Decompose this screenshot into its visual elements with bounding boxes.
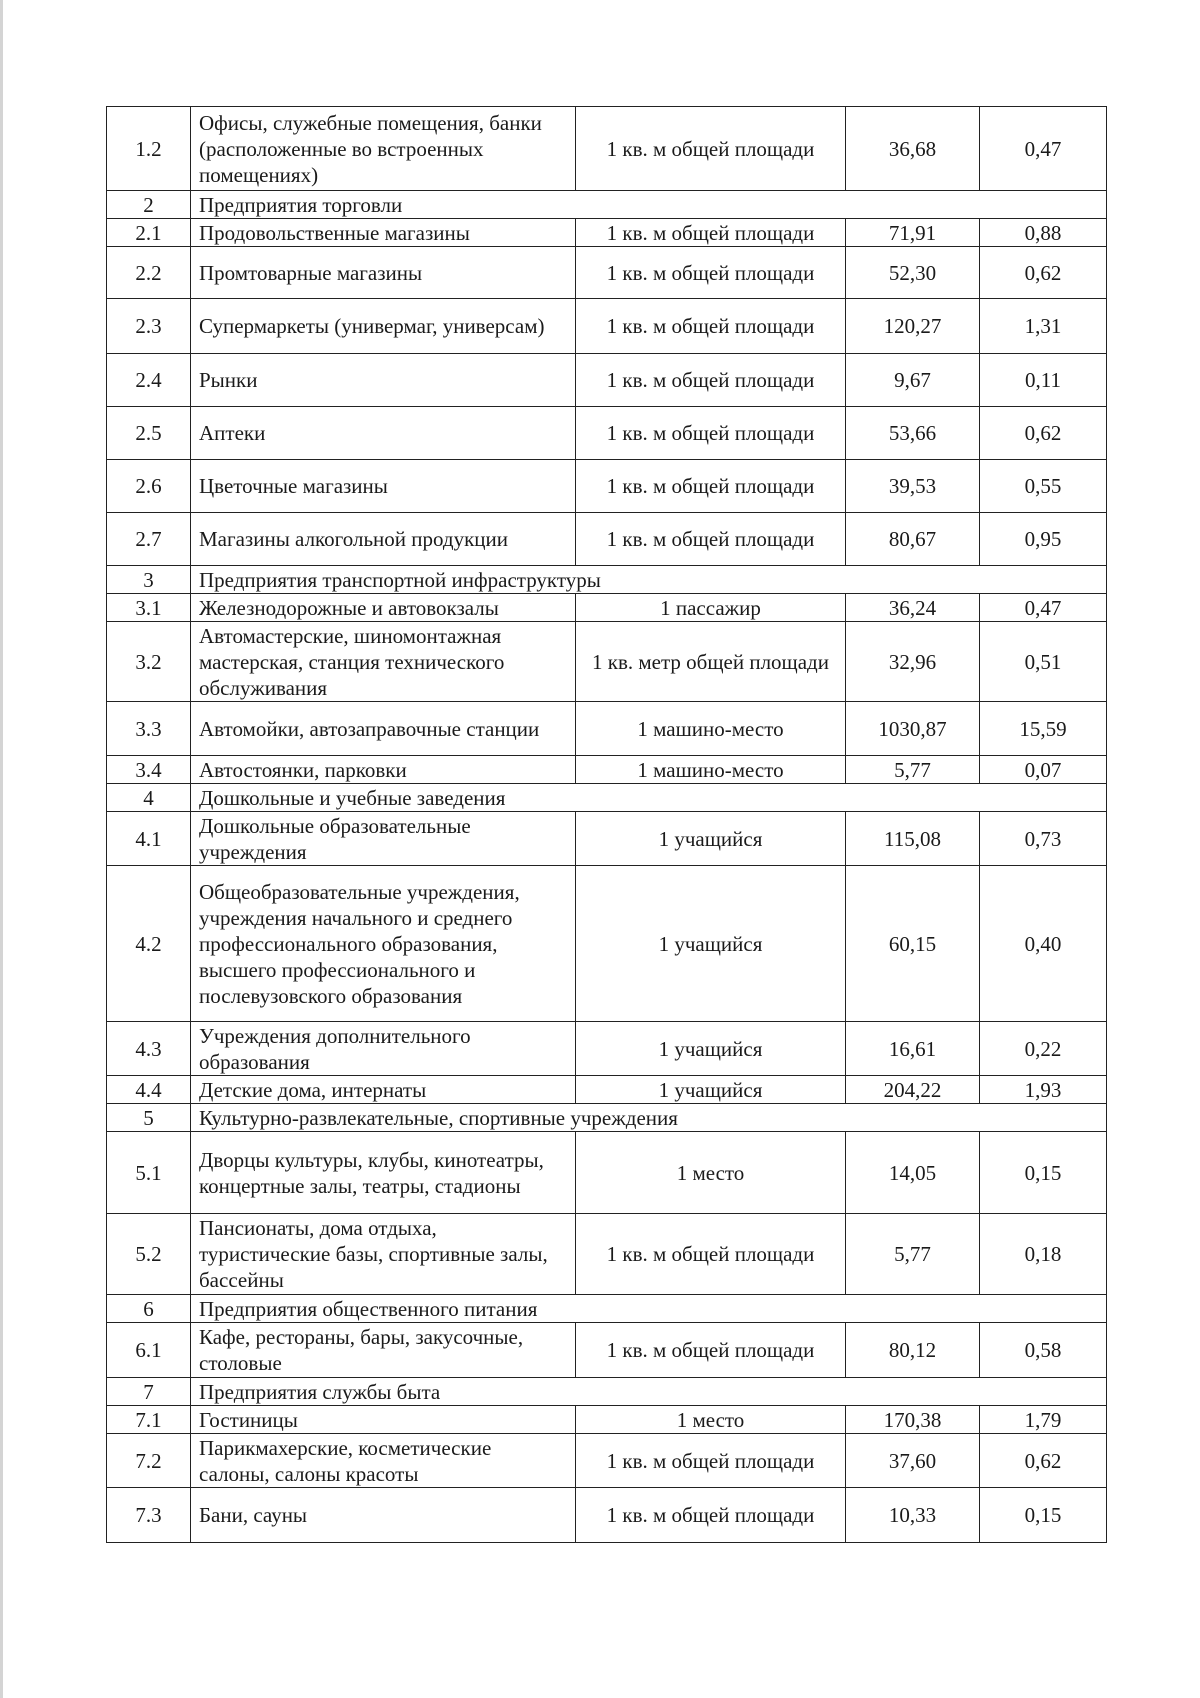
value-2-cell: 0,11 <box>980 354 1107 407</box>
item-name-cell: Бани, сауны <box>191 1488 576 1543</box>
item-name-cell: Автостоянки, парковки <box>191 756 576 784</box>
value-1-cell: 5,77 <box>846 756 980 784</box>
item-name-cell: Цветочные магазины <box>191 460 576 513</box>
table-row <box>107 247 1107 299</box>
unit-cell: 1 кв. м общей площади <box>576 1434 846 1488</box>
section-title-cell: Предприятия транспортной инфраструктуры <box>191 566 1107 594</box>
section-number-cell: 7 <box>107 1378 191 1406</box>
item-number-cell: 4.3 <box>107 1022 191 1076</box>
item-name-cell: Супермаркеты (универмаг, универсам) <box>191 299 576 354</box>
table-row <box>107 299 1107 354</box>
section-row <box>107 784 1107 812</box>
value-1-cell: 16,61 <box>846 1022 980 1076</box>
section-number-cell: 3 <box>107 566 191 594</box>
unit-cell: 1 машино-место <box>576 702 846 756</box>
section-number-cell: 2 <box>107 191 191 219</box>
value-1-cell: 10,33 <box>846 1488 980 1543</box>
table-row <box>107 866 1107 1022</box>
value-1-cell: 39,53 <box>846 460 980 513</box>
value-2-cell: 1,93 <box>980 1076 1107 1104</box>
value-2-cell: 0,95 <box>980 513 1107 566</box>
table-row <box>107 407 1107 460</box>
value-1-cell: 36,68 <box>846 107 980 191</box>
item-number-cell: 7.3 <box>107 1488 191 1543</box>
item-number-cell: 6.1 <box>107 1323 191 1378</box>
item-name-cell: Дворцы культуры, клубы, кинотеатры, концертные залы, театры, стадионы <box>191 1132 576 1214</box>
table-row <box>107 1434 1107 1488</box>
item-name-cell: Дошкольные образовательные учреждения <box>191 812 576 866</box>
unit-cell: 1 кв. м общей площади <box>576 107 846 191</box>
value-2-cell: 0,18 <box>980 1214 1107 1295</box>
value-1-cell: 115,08 <box>846 812 980 866</box>
table-row <box>107 107 1107 191</box>
item-name-cell: Железнодорожные и автовокзалы <box>191 594 576 622</box>
section-title-cell: Предприятия общественного питания <box>191 1295 1107 1323</box>
item-number-cell: 4.2 <box>107 866 191 1022</box>
value-2-cell: 1,79 <box>980 1406 1107 1434</box>
item-number-cell: 5.1 <box>107 1132 191 1214</box>
value-2-cell: 0,73 <box>980 812 1107 866</box>
section-row <box>107 1378 1107 1406</box>
value-1-cell: 52,30 <box>846 247 980 299</box>
unit-cell: 1 учащийся <box>576 866 846 1022</box>
value-2-cell: 0,47 <box>980 107 1107 191</box>
value-1-cell: 71,91 <box>846 219 980 247</box>
unit-cell: 1 учащийся <box>576 812 846 866</box>
value-2-cell: 0,07 <box>980 756 1107 784</box>
value-1-cell: 80,12 <box>846 1323 980 1378</box>
section-row <box>107 566 1107 594</box>
value-1-cell: 120,27 <box>846 299 980 354</box>
item-name-cell: Гостиницы <box>191 1406 576 1434</box>
unit-cell: 1 кв. м общей площади <box>576 299 846 354</box>
section-row <box>107 1104 1107 1132</box>
unit-cell: 1 кв. м общей площади <box>576 513 846 566</box>
table-row <box>107 460 1107 513</box>
item-number-cell: 3.1 <box>107 594 191 622</box>
value-1-cell: 14,05 <box>846 1132 980 1214</box>
table-row <box>107 1406 1107 1434</box>
value-2-cell: 15,59 <box>980 702 1107 756</box>
section-title-cell: Дошкольные и учебные заведения <box>191 784 1107 812</box>
unit-cell: 1 машино-место <box>576 756 846 784</box>
item-name-cell: Магазины алкогольной продукции <box>191 513 576 566</box>
unit-cell: 1 кв. м общей площади <box>576 1488 846 1543</box>
section-title-cell: Предприятия службы быта <box>191 1378 1107 1406</box>
section-title-cell: Предприятия торговли <box>191 191 1107 219</box>
item-number-cell: 2.2 <box>107 247 191 299</box>
table-row <box>107 702 1107 756</box>
section-number-cell: 4 <box>107 784 191 812</box>
unit-cell: 1 учащийся <box>576 1076 846 1104</box>
value-2-cell: 1,31 <box>980 299 1107 354</box>
value-2-cell: 0,15 <box>980 1132 1107 1214</box>
value-1-cell: 5,77 <box>846 1214 980 1295</box>
table-row <box>107 1022 1107 1076</box>
value-2-cell: 0,22 <box>980 1022 1107 1076</box>
value-1-cell: 37,60 <box>846 1434 980 1488</box>
table-row <box>107 219 1107 247</box>
table-row <box>107 1132 1107 1214</box>
item-number-cell: 2.7 <box>107 513 191 566</box>
item-number-cell: 4.1 <box>107 812 191 866</box>
unit-cell: 1 пассажир <box>576 594 846 622</box>
value-1-cell: 204,22 <box>846 1076 980 1104</box>
item-number-cell: 2.3 <box>107 299 191 354</box>
item-name-cell: Промтоварные магазины <box>191 247 576 299</box>
table-row <box>107 1323 1107 1378</box>
section-row <box>107 191 1107 219</box>
table-row <box>107 354 1107 407</box>
value-2-cell: 0,15 <box>980 1488 1107 1543</box>
value-2-cell: 0,40 <box>980 866 1107 1022</box>
value-2-cell: 0,58 <box>980 1323 1107 1378</box>
item-number-cell: 7.2 <box>107 1434 191 1488</box>
item-number-cell: 2.4 <box>107 354 191 407</box>
item-number-cell: 3.3 <box>107 702 191 756</box>
unit-cell: 1 кв. м общей площади <box>576 219 846 247</box>
value-1-cell: 53,66 <box>846 407 980 460</box>
unit-cell: 1 кв. м общей площади <box>576 1323 846 1378</box>
value-2-cell: 0,62 <box>980 1434 1107 1488</box>
value-1-cell: 36,24 <box>846 594 980 622</box>
item-number-cell: 4.4 <box>107 1076 191 1104</box>
item-name-cell: Автомойки, автозаправочные станции <box>191 702 576 756</box>
item-number-cell: 5.2 <box>107 1214 191 1295</box>
value-2-cell: 0,62 <box>980 247 1107 299</box>
value-1-cell: 80,67 <box>846 513 980 566</box>
value-2-cell: 0,55 <box>980 460 1107 513</box>
unit-cell: 1 место <box>576 1406 846 1434</box>
unit-cell: 1 кв. м общей площади <box>576 460 846 513</box>
unit-cell: 1 кв. м общей площади <box>576 407 846 460</box>
value-1-cell: 1030,87 <box>846 702 980 756</box>
item-name-cell: Офисы, служебные помещения, банки (расположенные во встроенных помещениях) <box>191 107 576 191</box>
item-number-cell: 2.6 <box>107 460 191 513</box>
item-number-cell: 3.4 <box>107 756 191 784</box>
table-row <box>107 1214 1107 1295</box>
unit-cell: 1 учащийся <box>576 1022 846 1076</box>
item-number-cell: 2.1 <box>107 219 191 247</box>
tariff-table-body <box>107 107 1107 1543</box>
value-2-cell: 0,88 <box>980 219 1107 247</box>
scan-left-edge <box>0 0 3 1698</box>
value-2-cell: 0,47 <box>980 594 1107 622</box>
item-name-cell: Учреждения дополнительного образования <box>191 1022 576 1076</box>
table-row <box>107 812 1107 866</box>
value-1-cell: 170,38 <box>846 1406 980 1434</box>
value-1-cell: 32,96 <box>846 622 980 702</box>
value-1-cell: 9,67 <box>846 354 980 407</box>
value-2-cell: 0,51 <box>980 622 1107 702</box>
table-row <box>107 513 1107 566</box>
item-name-cell: Детские дома, интернаты <box>191 1076 576 1104</box>
item-name-cell: Общеобразовательные учреждения, учреждения начального и среднего профессионального образования, высшего профессионального и послевузовского образования <box>191 866 576 1022</box>
item-name-cell: Пансионаты, дома отдыха, туристические базы, спортивные залы, бассейны <box>191 1214 576 1295</box>
section-number-cell: 5 <box>107 1104 191 1132</box>
value-2-cell: 0,62 <box>980 407 1107 460</box>
unit-cell: 1 место <box>576 1132 846 1214</box>
table-row <box>107 756 1107 784</box>
value-1-cell: 60,15 <box>846 866 980 1022</box>
unit-cell: 1 кв. м общей площади <box>576 247 846 299</box>
table-row <box>107 622 1107 702</box>
item-name-cell: Рынки <box>191 354 576 407</box>
section-row <box>107 1295 1107 1323</box>
unit-cell: 1 кв. м общей площади <box>576 1214 846 1295</box>
unit-cell: 1 кв. метр общей площади <box>576 622 846 702</box>
tariff-table <box>106 106 1107 1543</box>
section-title-cell: Культурно-развлекательные, спортивные учреждения <box>191 1104 1107 1132</box>
table-row <box>107 594 1107 622</box>
item-name-cell: Аптеки <box>191 407 576 460</box>
item-name-cell: Продовольственные магазины <box>191 219 576 247</box>
item-number-cell: 7.1 <box>107 1406 191 1434</box>
item-number-cell: 1.2 <box>107 107 191 191</box>
section-number-cell: 6 <box>107 1295 191 1323</box>
item-name-cell: Автомастерские, шиномонтажная мастерская, станция технического обслуживания <box>191 622 576 702</box>
table-row <box>107 1076 1107 1104</box>
item-name-cell: Парикмахерские, косметические салоны, салоны красоты <box>191 1434 576 1488</box>
unit-cell: 1 кв. м общей площади <box>576 354 846 407</box>
item-number-cell: 3.2 <box>107 622 191 702</box>
item-name-cell: Кафе, рестораны, бары, закусочные, столовые <box>191 1323 576 1378</box>
table-row <box>107 1488 1107 1543</box>
item-number-cell: 2.5 <box>107 407 191 460</box>
